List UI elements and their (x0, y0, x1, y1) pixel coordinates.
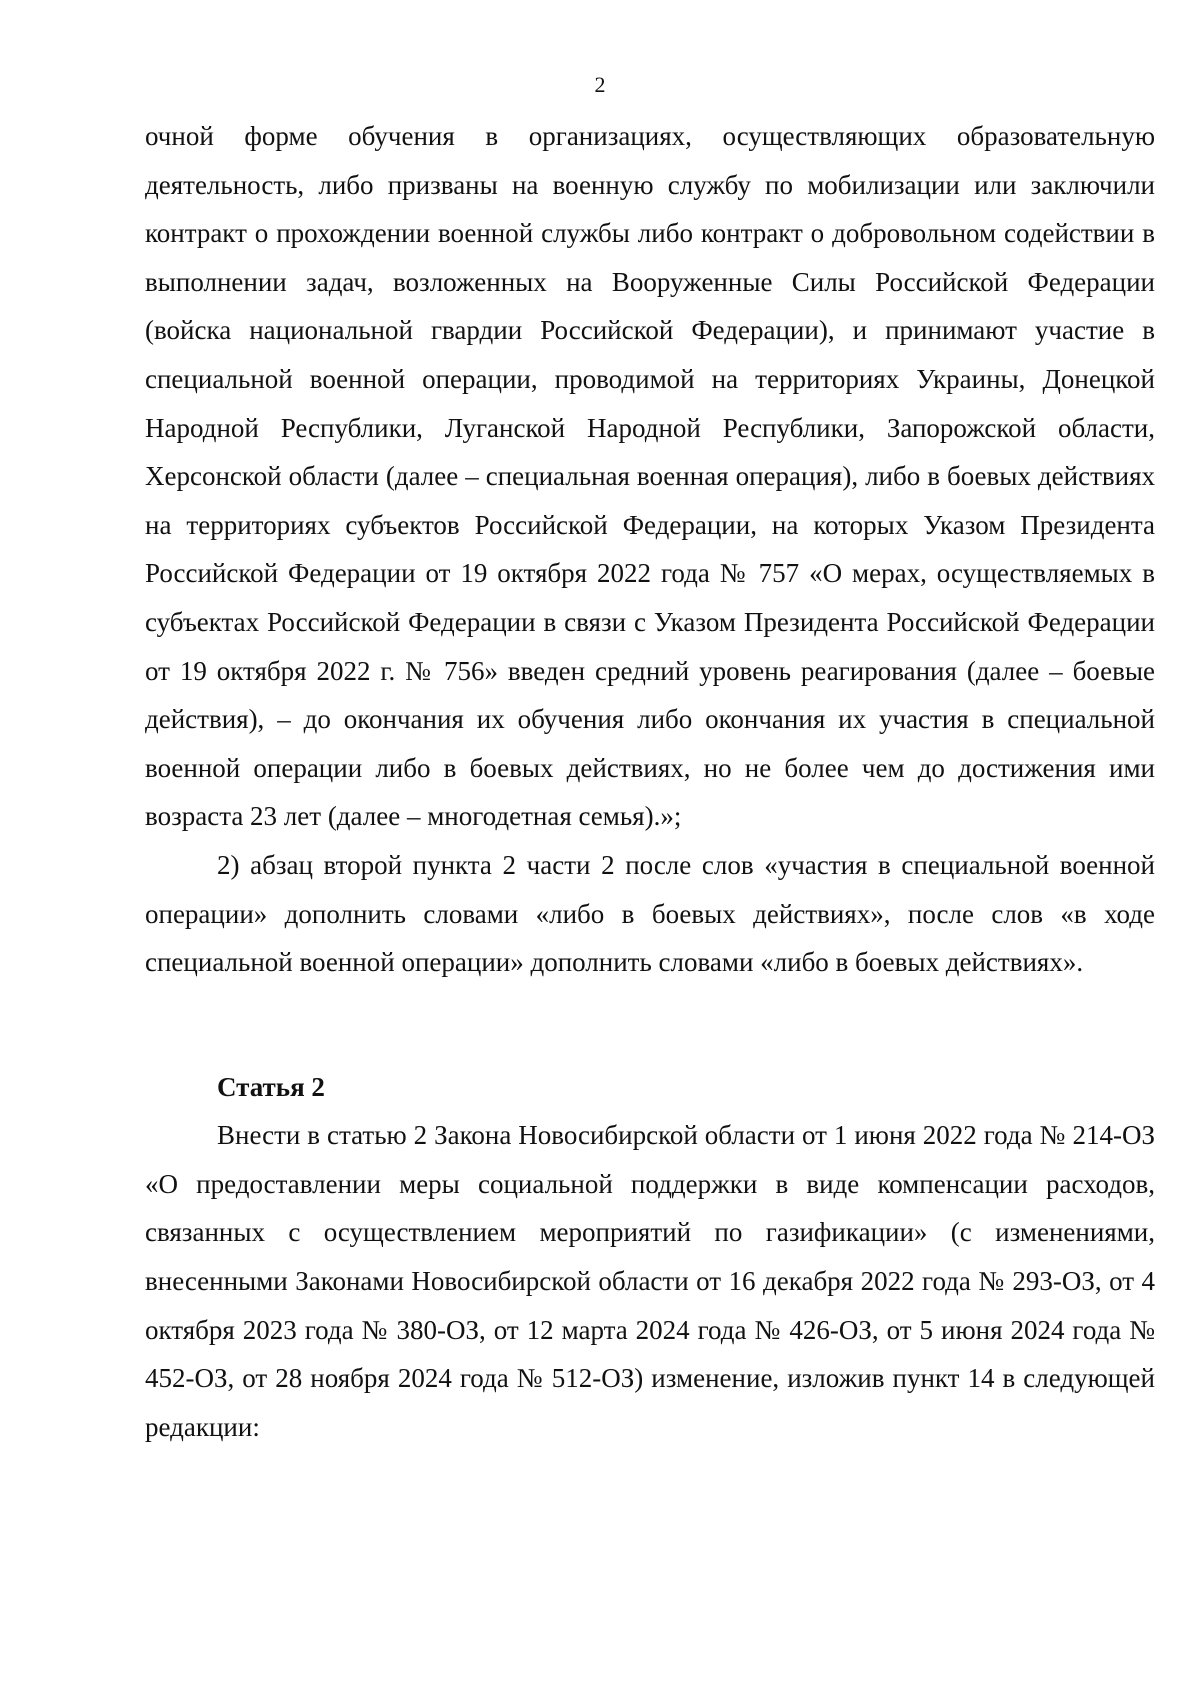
article-heading: Статья 2 (217, 1071, 325, 1102)
section-gap (145, 987, 1155, 1063)
page-number: 2 (594, 72, 606, 97)
article-text: Внести в статью 2 Закона Новосибирской области от 1 июня 2022 года № 214-ОЗ «О предоставлении меры социальной поддержки в виде компенсации расходов, связанных с осуществлением мероприятий по газификации» (с изменениями, внесенными Законами Новосибирской области от 16 декабря 2022 года № 293-ОЗ, от 4 октября 2023 года № 380-ОЗ, от 12 марта 2024 года № 426-ОЗ, от 5 июня 2024 года № 452-ОЗ, от 28 ноября 2024 года № 512-ОЗ) изменение, изложив пункт 14 в следующей редакции: (145, 1120, 1155, 1442)
document-body (145, 112, 1155, 1451)
continuation-paragraph: очной форме обучения в организациях, осуществляющих образовательную деятельность, либо призваны на военную службу по мобилизации или заключили контракт о прохождении военной службы либо контракт о добровольном содействии в выполнении задач, возложенных на Вооруженные Силы Российской Федерации (войска национальной гвардии Российской Федерации), и принимают участие в специальной военной операции, проводимой на территориях Украины, Донецкой Народной Республики, Луганской Народной Республики, Запорожской области, Херсонской области (далее – специальная военная операция), либо в боевых действиях на территориях субъектов Российской Федерации, на которых Указом Президента Российской Федерации от 19 октября 2022 года № 757 «О мерах, осуществляемых в субъектах Российской Федерации в связи с Указом Президента Российской Федерации от 19 октября 2022 г. № 756» введен средний уровень реагирования (далее – боевые действия), – до окончания их обучения либо окончания их участия в специальной военной операции либо в боевых действиях, но не более чем до достижения ими возраста 23 лет (далее – многодетная семья).»; (145, 121, 1155, 832)
amendment-item-2: 2) абзац второй пункта 2 части 2 после слов «участия в специальной военной операции» дополнить словами «либо в боевых действиях», после слов «в ходе специальной военной операции» дополнить словами «либо в боевых действиях». (145, 849, 1155, 978)
